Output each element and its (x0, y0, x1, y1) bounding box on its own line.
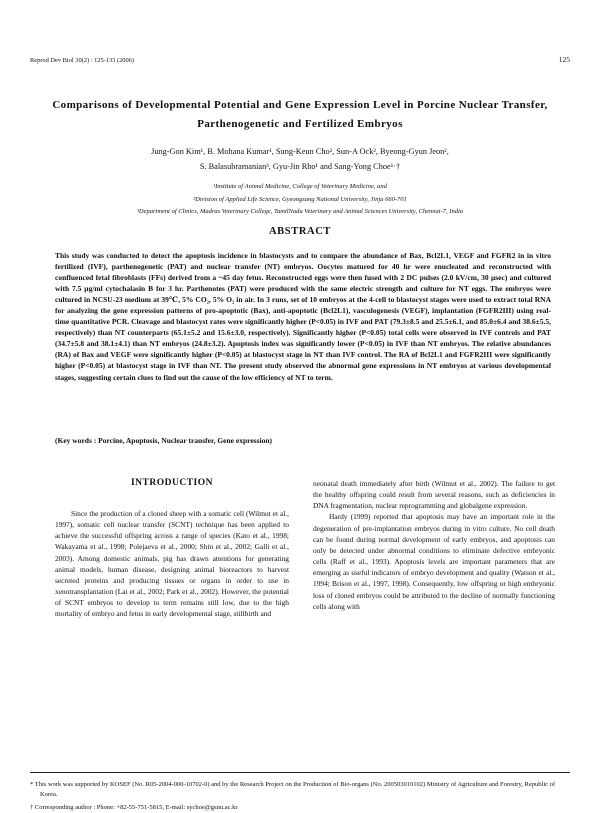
intro-paragraph: Hardy (1999) reported that apoptosis may have an important role in the degeneration of pre-implantation embryos during in vitro culture. No cell death can be found during normal development of early embryos, and apoptosis can only be detected under abnormal conditions to eliminate defective embryonic cells (Raff et al., 1993). Apoptosis levels are important parameters that are emerging as useful indicators of embryo development and quality (Watson et al., 1994; Brison et al., 1997, 1998). Consequently, low offspring or high embryonic loss of cloned embryos could be attributed to the decline of normally functioning cells along with (313, 512, 555, 611)
intro-paragraph: neonatal death immediately after birth (Wilmut et al., 2002). The failure to get the healthy offspring could result from several reasons, such as deficiencies in DNA fragmentation, nuclear reprogramming and globalgene expression. (313, 479, 555, 511)
author-line: S. Balasubramanian³, Gyu-Jin Rho¹ and Sang-Yong Choe¹·† (199, 162, 401, 171)
author-list (40, 144, 560, 174)
intro-left-column (55, 508, 289, 620)
intro-paragraph: Since the production of a cloned sheep with a somatic cell (Wilmut et al., 1997), somatic cell nuclear transfer (SCNT) technique has been applied to achieve the successful offspring across a range of species (Kato et al., 1998; Wakayama et al., 1998; Polejaeva et al., 2000; Shin et al., 2002; Galli et al., 2003). Among domestic animals, pig has drawn attentions for generating animal models, human disease, designing animal bioreactors to harvest secreted proteins and producing tissues or organs in order to use in xenotransplantation (Lai et al., 2002; Park et al., 2002). However, the potential of SCNT embryos to develop to term remains still low, due to the high mortality of embryo and fetus in early developmental stage, stillbirth and (55, 509, 289, 619)
funding-footnote: * This work was supported by KOSEF (No. R05-2004-000-10702-0) and by the Research Project on the Production of Bio-organs (No. 200503010102) Ministry of Agriculture and Forestry, Republic of Korea. (30, 781, 556, 798)
corresponding-author-footnote: † Corresponding author : Phone: +82-55-751-5815, E-mail: sychoe@gsnu.ac.kr (30, 804, 238, 812)
abstract-body: This study was conducted to detect the apoptosis incidence in blastocysts and to compare the abundance of Bax, Bcl2L1, VEGF and FGFR2 in in vitro fertilized (IVF), parthenogenetic (PAT) and nuclear transfer (NT) embryos. Oocytes matured for 40 hr were enucleated and reconstructed with confluenced fetal fibroblasts (FFs) derived from a ~45 day fetus. Reconstructed eggs were then fused with 2 DC pulses (2.0 kV/cm, 30 μsec) and cultured with 7.5 μg/ml cytochalasin B for 3 hr. Parthenotes (PAT) were produced with the same electric strength and culture for NT eggs. The embryos were cultured in NCSU-23 medium at 39℃, 5% CO₂, 5% O₂ in air. In 3 runs, set of 10 embryos at the 4-cell to blastocyst stages were used to extract total RNA for analyzing the gene expression patterns of pro-apoptotic (Bax), anti-apoptotic (Bcl2L1), vasculogenesis (VEGF), implantation (FGFR2III) using real-time quantitative PCR. Cleavage and blastocyst rates were significantly higher (P<0.05) in IVF and PAT (79.3±8.5 and 25.5±6.1, and 85.0±6.4 and 38.6±5.5, respectively) than NT counterparts (65.1±5.2 and 15.6±3.0, respectively). Significantly higher (P<0.05) total cells were observed in IVF controls and PAT (34.7±5.8 and 38.1±4.1) than NT embryos (24.8±3.2). Apoptosis index was significantly lower (P<0.05) in IVF than NT embryos. The relative abundances (RA) of Bax and VEGF were significantly higher (P<0.05) at blastocyst stage in NT than IVF control. The RA of Bcl2L1 and FGFR2III were significantly higher (P<0.05) at blastocyst stage in IVF than NT. The present study observed the abnormal gene expressions in NT embryos at various developmental stages, suggesting certain clues to find out the cause of the low efficiency of NT to term. (55, 251, 551, 382)
paper-title: Comparisons of Developmental Potential and Gene Expression Level in Porcine Nuclear Transfer, Parthenogenetic and Fertilized Embryos (52, 99, 548, 130)
footnotes (30, 780, 570, 813)
keywords: (Key words : Porcine, Apoptosis, Nuclear transfer, Gene expression) (55, 436, 272, 445)
affiliation-line: ³Department of Clinics, Madras Veterinary College, TamilNadu Veterinary and Animal Sciences University, Chennai-7, India (136, 208, 463, 215)
footnote-divider (30, 772, 570, 773)
page-number: 125 (558, 55, 570, 64)
affiliation-line: ²Division of Applied Life Science, Gyeongsang National University, Jinju 660-701 (193, 195, 407, 203)
affiliation-line: ¹Institute of Animal Medicine, College of Veterinary Medicine, and (213, 183, 387, 190)
introduction-heading: INTRODUCTION (130, 478, 213, 488)
abstract-heading: ABSTRACT (269, 226, 331, 237)
author-line: Jung-Gon Kim¹, B. Mohana Kumar¹, Sung-Keun Cho², Sun-A Ock², Byeong-Gyun Jeon², (151, 147, 449, 156)
intro-right-column (313, 478, 555, 612)
journal-citation: Reprod Dev Biol 30(2) : 125-133 (2006) (30, 57, 135, 64)
affiliations (30, 181, 570, 219)
